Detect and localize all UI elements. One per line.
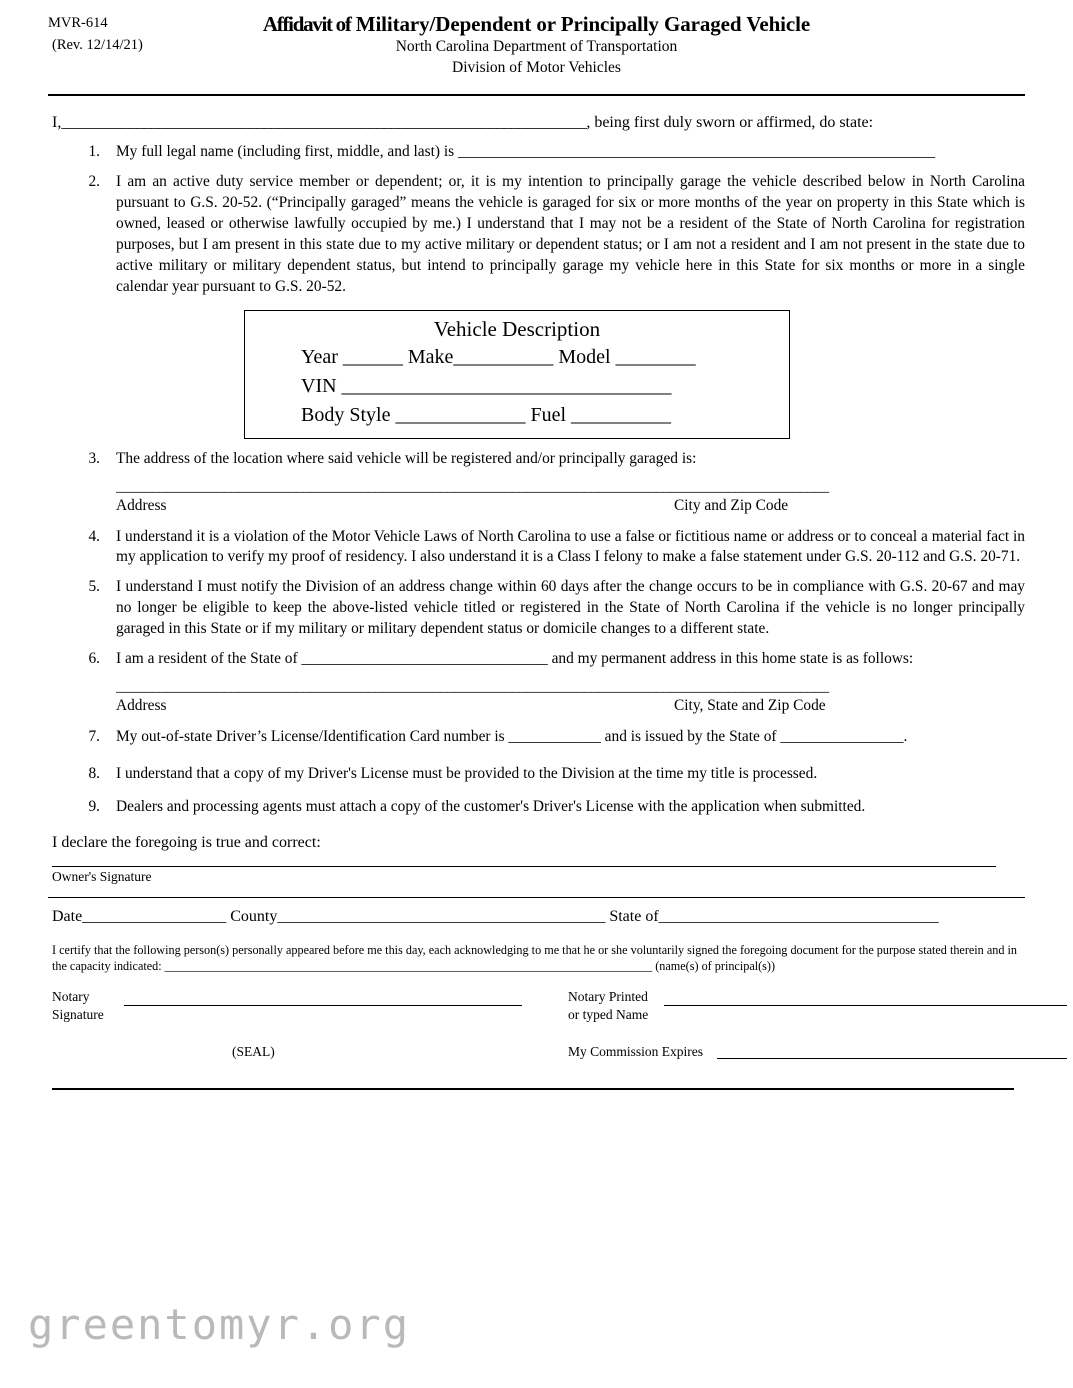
notary-printed-label-line2: or typed Name [568,1007,649,1023]
item-text: I am an active duty service member or dependent; or, it is my intention to principally garage the vehicle described below in North Carolina pursuant to G.S. 20-52. (“Principally garaged” means the vehicle is garaged for six or more months of the year on property in this State which is owned, leased or otherwise lawfully occupied by me.) I understand that I may not be a resident of the State of North Carolina for registration purposes, but I am present in this state due to my active military or dependent status; or I am not a resident and I am not present in the state due to active military or military dependent status, but intend to principally garage my vehicle here in this State for six months or more in a single calendar year pursuant to G.S. 20-52. [116,172,1025,295]
list-item [48,449,1025,470]
garage-address-blank[interactable]: ___________________________________________________________________________________________________ [116,478,829,495]
item-text: I understand it is a violation of the Motor Vehicle Laws of North Carolina to use a false or fictitious name or address or to conceal a material fact in my application to verify my proof of residency. I also understand it is a Class I felony to make a false statement under G.S. 20-112 and G.S. 20-71. [116,527,1025,566]
statement-list-item3 [48,449,1025,470]
item-number: 6. [88,650,100,668]
notary-certification-text [52,942,1017,974]
principal-note: (name(s) of principal(s)) [655,959,776,974]
address-label: Address [116,697,167,715]
certification-body: I certify that the following person(s) personally appeared before me this day, each acknowledging to me that he or she voluntarily signed the foregoing document for the purpose stated therein and in the capacity indicated: ________________________________________________________________________________ [52,942,1017,974]
garage-address-labels [116,497,1025,517]
notary-signature-label-line2: Signature [52,1007,104,1023]
date-field[interactable]: __________________ [82,907,227,925]
commission-expires-field[interactable] [717,1058,1067,1059]
item-text: I understand I must notify the Division of an address change within 60 days after the change occurs to be in compliance with G.S. 20-67 and may no longer be eligible to keep the above-listed vehicle titled or registered in the State of North Carolina if the vehicle is no longer principally garaged in this State or if my military or military dependent status or domicile changes to a different state. [116,578,1025,638]
title-part-2: Military/Dependent or Principally Garaged Vehicle [355,12,811,36]
intro-tail: , being first duly sworn or affirmed, do state: [586,114,874,131]
footer-divider [52,1088,1014,1090]
notary-printed-label-line1: Notary Printed [568,989,648,1005]
title-part-1: Affidavit of [262,12,351,36]
section-divider [48,897,1025,898]
watermark: greentomyr.org [28,1300,411,1349]
list-item [48,172,1025,298]
title-block [48,10,1025,79]
notary-signature-label [52,988,104,1024]
county-label: County [230,907,278,925]
item-number: 3. [88,449,100,467]
list-item [48,577,1025,640]
state-label: State of [609,907,659,925]
intro-lead: I, [52,114,62,131]
item-number: 1. [88,143,100,160]
date-county-state-row [52,908,1025,926]
vehicle-bodystyle-fuel-field[interactable]: Body Style _____________ Fuel __________ [301,403,672,426]
item-number: 2. [88,172,100,190]
header-divider [48,94,1025,96]
list-item [48,649,1025,670]
vehicle-year-make-model-field[interactable]: Year ______ Make__________ Model ________ [301,345,696,368]
item-number: 7. [88,728,100,746]
form-revision: (Rev. 12/14/21) [52,37,143,54]
owner-signature-label: Owner's Signature [52,868,152,884]
county-field[interactable]: _________________________________________ [277,907,606,925]
city-state-zip-label: City, State and Zip Code [674,697,826,715]
division-name: Division of Motor Vehicles [452,58,621,76]
item-text: I understand that a copy of my Driver's License must be provided to the Division at the time my title is processed. [116,765,818,783]
item-text: Dealers and processing agents must attach a copy of the customer's Driver's License with the application when submitted. [116,798,866,815]
agency-name: North Carolina Department of Transportation [395,38,678,55]
city-zip-label: City and Zip Code [674,496,789,514]
item-text[interactable]: I am a resident of the State of ________________________________ and my permanent address in this home state is as follows: [116,650,914,668]
notary-signature-label-line1: Notary [52,989,90,1005]
notary-printed-label [568,988,648,1024]
item-number: 8. [88,765,100,783]
notary-printed-name-field[interactable] [664,1005,1067,1006]
declaration-text: I declare the foregoing is true and correct: [52,833,321,851]
form-header [48,10,1025,88]
list-item [48,527,1025,569]
owner-signature-line[interactable] [52,866,996,867]
list-item [48,797,1025,818]
state-field[interactable]: ___________________________________ [658,907,939,925]
list-item [48,764,1025,785]
item-text: My full legal name (including first, middle, and last) is ______________________________________________________________ [116,143,936,160]
seal-commission-row [52,1044,1025,1070]
notary-seal-label: (SEAL) [232,1044,275,1060]
home-address-blank[interactable]: ___________________________________________________________________________________________________ [116,679,829,696]
affiant-name-blank[interactable]: ______________________________________________________________________ [61,114,587,131]
address-label: Address [116,496,167,514]
item-number: 9. [88,798,100,815]
item-number: 4. [88,527,100,545]
form-identifier [48,12,143,57]
affiant-intro-line [48,114,1025,132]
statement-list-mid [48,527,1025,671]
form-number: MVR-614 [48,15,108,31]
list-item [48,727,1025,748]
notary-signature-field[interactable] [124,1005,522,1006]
statement-list-bottom [48,727,1025,818]
item-text[interactable]: My out-of-state Driver’s License/Identification Card number is ____________ and is issued by the State of ________________. [116,728,908,746]
vehicle-vin-field[interactable]: VIN _________________________________ [301,374,672,397]
commission-expires-label: My Commission Expires [568,1044,704,1060]
home-address-labels [116,697,1025,717]
date-label: Date [52,907,83,925]
list-item [48,142,1025,163]
vehicle-description-box [244,310,790,439]
item-number: 5. [88,578,100,596]
notary-row [52,988,1025,1030]
vehicle-box-title: Vehicle Description [433,316,601,341]
page-title [48,12,1025,37]
statement-list-top [48,142,1025,298]
item-text: The address of the location where said vehicle will be registered and/or principally garaged is: [116,449,697,467]
